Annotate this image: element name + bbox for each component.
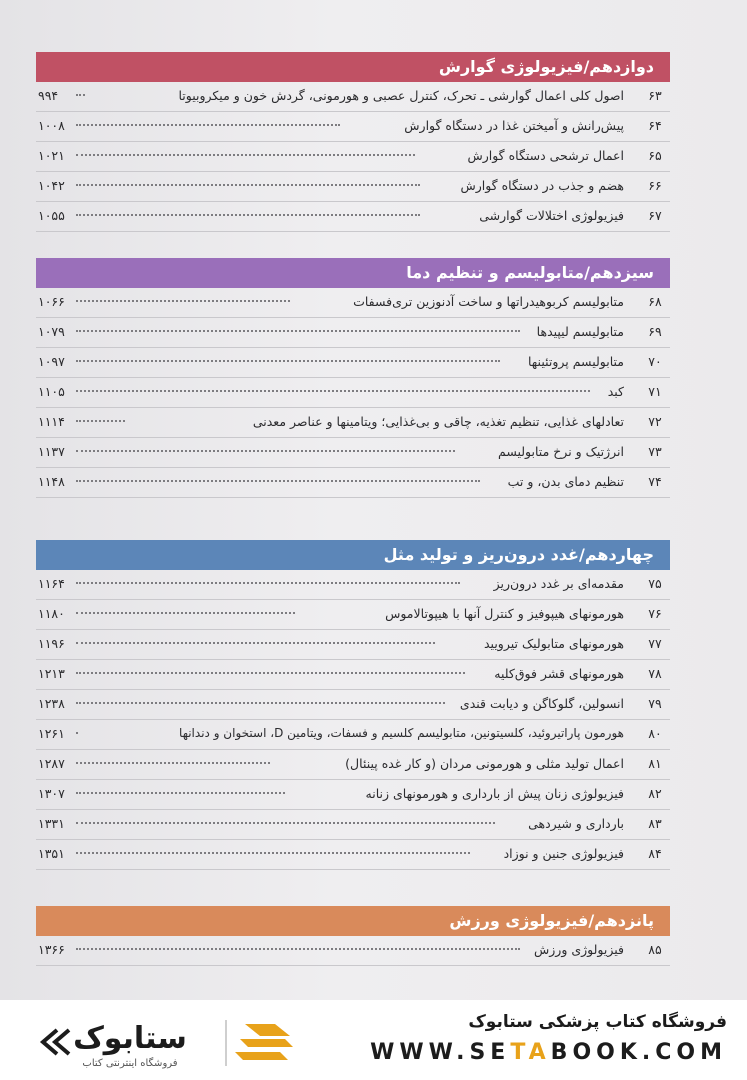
page-number: ۱۱۶۴ <box>38 576 65 591</box>
page-number: ۱۱۹۶ <box>38 636 65 651</box>
page-number: ۱۰۹۷ <box>38 354 65 369</box>
toc-entry <box>36 840 670 870</box>
toc-entry <box>36 660 670 690</box>
store-url[interactable] <box>370 1040 727 1065</box>
chapter-number: ۷۷ <box>648 636 662 651</box>
setabook-logo[interactable] <box>35 1016 295 1070</box>
leader-dots <box>76 822 495 824</box>
page-number: ۹۹۴ <box>38 88 59 103</box>
chapter-number: ۸۳ <box>648 816 662 831</box>
store-footer <box>0 1000 747 1080</box>
logo-icon <box>235 1024 293 1060</box>
chapter-number: ۶۳ <box>648 88 662 103</box>
url-accent: TA <box>510 1040 551 1065</box>
chapter-title: فیزیولوژی ورزش <box>533 942 624 957</box>
section-title: دوازدهم/فیزیولوژی گوارش <box>438 57 654 76</box>
page-number: ۱۱۸۰ <box>38 606 65 621</box>
chapter-title: تنظیم دمای بدن، و تب <box>507 474 624 489</box>
chapter-title: متابولیسم لیپیدها <box>536 324 624 339</box>
chapter-number: ۷۳ <box>648 444 662 459</box>
chapter-title: فیزیولوژی جنین و نوزاد <box>503 846 624 861</box>
chapter-title: متابولیسم کربوهیدراتها و ساخت آدنوزین تری‌فسفات <box>353 294 624 309</box>
chapter-number: ۷۶ <box>648 606 662 621</box>
chapter-number: ۸۰ <box>648 726 662 741</box>
chapter-title: انرژتیک و نرخ متابولیسم <box>498 444 624 459</box>
url-suffix: BOOK.COM <box>550 1040 727 1065</box>
store-name: فروشگاه کتاب پزشکی ستابوک <box>468 1012 727 1032</box>
page-number: ۱۱۳۷ <box>38 444 65 459</box>
leader-dots <box>76 762 270 764</box>
section-header <box>36 52 670 82</box>
page-number: ۱۳۵۱ <box>38 846 65 861</box>
chapter-number: ۶۶ <box>648 178 662 193</box>
toc-entry <box>36 570 670 600</box>
chapter-title: هورمونهای متابولیک تیرویید <box>484 636 624 651</box>
logo-tagline: فروشگاه اینترنتی کتاب <box>82 1058 178 1069</box>
page-number: ۱۰۰۸ <box>38 118 65 133</box>
url-prefix: WWW.SE <box>370 1040 511 1065</box>
leader-dots <box>76 852 470 854</box>
leader-dots <box>76 94 85 96</box>
chapter-number: ۷۸ <box>648 666 662 681</box>
page-number: ۱۲۳۸ <box>38 696 65 711</box>
chevron-left-icon <box>43 1030 69 1054</box>
page-number: ۱۰۷۹ <box>38 324 65 339</box>
chapter-title: پیش‌رانش و آمیختن غذا در دستگاه گوارش <box>404 118 624 133</box>
chapter-number: ۷۹ <box>648 696 662 711</box>
toc-entry <box>36 348 670 378</box>
chapter-title: فیزیولوژی اختلالات گوارشی <box>479 208 624 223</box>
page-number: ۱۲۱۳ <box>38 666 65 681</box>
leader-dots <box>76 702 445 704</box>
logo-wordmark: ستابوک <box>73 1021 187 1056</box>
toc-entry <box>36 600 670 630</box>
page-number: ۱۱۱۴ <box>38 414 65 429</box>
chapter-number: ۸۱ <box>648 756 662 771</box>
chapter-title: اعمال ترشحی دستگاه گوارش <box>467 148 624 163</box>
page-number: ۱۰۴۲ <box>38 178 65 193</box>
page-number: ۱۳۶۶ <box>38 942 65 957</box>
chapter-title: انسولین، گلوکاگن و دیابت قندی <box>459 696 624 711</box>
chapter-number: ۷۱ <box>648 384 662 399</box>
page-number: ۱۲۸۷ <box>38 756 65 771</box>
chapter-number: ۶۷ <box>648 208 662 223</box>
chapter-number: ۸۲ <box>648 786 662 801</box>
leader-dots <box>76 948 520 950</box>
leader-dots <box>76 330 520 332</box>
leader-dots <box>76 450 455 452</box>
chapter-number: ۷۲ <box>648 414 662 429</box>
leader-dots <box>76 360 500 362</box>
chapter-title: هورمونهای هیپوفیز و کنترل آنها با هیپوتالاموس <box>385 606 624 621</box>
leader-dots <box>76 184 420 186</box>
page-number: ۱۰۶۶ <box>38 294 65 309</box>
toc-entry <box>36 82 670 112</box>
chapter-title: متابولیسم پروتئینها <box>527 354 624 369</box>
leader-dots <box>76 390 590 392</box>
leader-dots <box>76 300 290 302</box>
leader-dots <box>76 480 480 482</box>
chapter-title: اعمال تولید مثلی و هورمونی مردان (و کار غده پینئال) <box>345 756 624 771</box>
leader-dots <box>76 672 465 674</box>
chapter-title: هضم و جذب در دستگاه گوارش <box>460 178 624 193</box>
leader-dots <box>76 792 285 794</box>
section-header <box>36 540 670 570</box>
toc-section-14 <box>36 540 670 870</box>
leader-dots <box>76 642 435 644</box>
toc-entry <box>36 810 670 840</box>
toc-entry <box>36 408 670 438</box>
chapter-number: ۷۰ <box>648 354 662 369</box>
page-number: ۱۲۶۱ <box>38 726 65 741</box>
chapter-number: ۷۴ <box>648 474 662 489</box>
leader-dots <box>76 154 415 156</box>
page-number: ۱۳۰۷ <box>38 786 65 801</box>
page-number: ۱۳۳۱ <box>38 816 65 831</box>
toc-entry <box>36 378 670 408</box>
toc-section-12 <box>36 52 670 232</box>
toc-entry <box>36 630 670 660</box>
page-number: ۱۰۵۵ <box>38 208 65 223</box>
toc-entry <box>36 172 670 202</box>
chapter-number: ۶۹ <box>648 324 662 339</box>
chapter-number: ۶۴ <box>648 118 662 133</box>
section-header <box>36 906 670 936</box>
toc-entry <box>36 936 670 966</box>
page-number: ۱۰۲۱ <box>38 148 65 163</box>
leader-dots <box>76 732 78 734</box>
store-branding <box>370 1012 727 1065</box>
toc-entry <box>36 202 670 232</box>
section-title: سیزدهم/متابولیسم و تنظیم دما <box>406 263 654 282</box>
chapter-number: ۶۸ <box>648 294 662 309</box>
chapter-title: مقدمه‌ای بر غدد درون‌ریز <box>493 576 624 591</box>
section-title: پانزدهم/فیزیولوژی ورزش <box>449 911 654 930</box>
toc-entry <box>36 780 670 810</box>
chapter-title: کبد <box>607 384 624 399</box>
chapter-number: ۶۵ <box>648 148 662 163</box>
toc-entry <box>36 142 670 172</box>
toc-entry <box>36 288 670 318</box>
toc-entry <box>36 112 670 142</box>
section-header <box>36 258 670 288</box>
chapter-title: هورمونهای قشر فوق‌کلیه <box>494 666 624 681</box>
leader-dots <box>76 582 460 584</box>
toc-entry <box>36 438 670 468</box>
toc-section-13 <box>36 258 670 498</box>
chapter-number: ۸۵ <box>648 942 662 957</box>
toc-entry <box>36 750 670 780</box>
toc-entry <box>36 318 670 348</box>
chapter-title: اصول کلی اعمال گوارشی ـ تحرک، کنترل عصبی و هورمونی، گردش خون و میکروبیوتا <box>178 88 624 103</box>
chapter-title: فیزیولوژی زنان پیش از بارداری و هورمونهای زنانه <box>365 786 624 801</box>
page-number: ۱۱۴۸ <box>38 474 65 489</box>
section-title: چهاردهم/غدد درون‌ریز و تولید مثل <box>383 545 654 564</box>
page-number: ۱۱۰۵ <box>38 384 65 399</box>
chapter-title: تعادلهای غذایی، تنظیم تغذیه، چاقی و بی‌غذایی؛ ویتامینها و عناصر معدنی <box>252 414 624 429</box>
leader-dots <box>76 420 125 422</box>
toc-section-15 <box>36 906 670 966</box>
leader-dots <box>76 612 295 614</box>
toc-entry <box>36 690 670 720</box>
toc-entry <box>36 468 670 498</box>
chapter-title: بارداری و شیردهی <box>528 816 624 831</box>
leader-dots <box>76 124 340 126</box>
chapter-number: ۸۴ <box>648 846 662 861</box>
chapter-number: ۷۵ <box>648 576 662 591</box>
leader-dots <box>76 214 420 216</box>
toc-entry <box>36 720 670 750</box>
chapter-title: هورمون پاراتیروئید، کلسیتونین، متابولیسم کلسیم و فسفات، ویتامین D، استخوان و دندانها <box>179 726 624 740</box>
